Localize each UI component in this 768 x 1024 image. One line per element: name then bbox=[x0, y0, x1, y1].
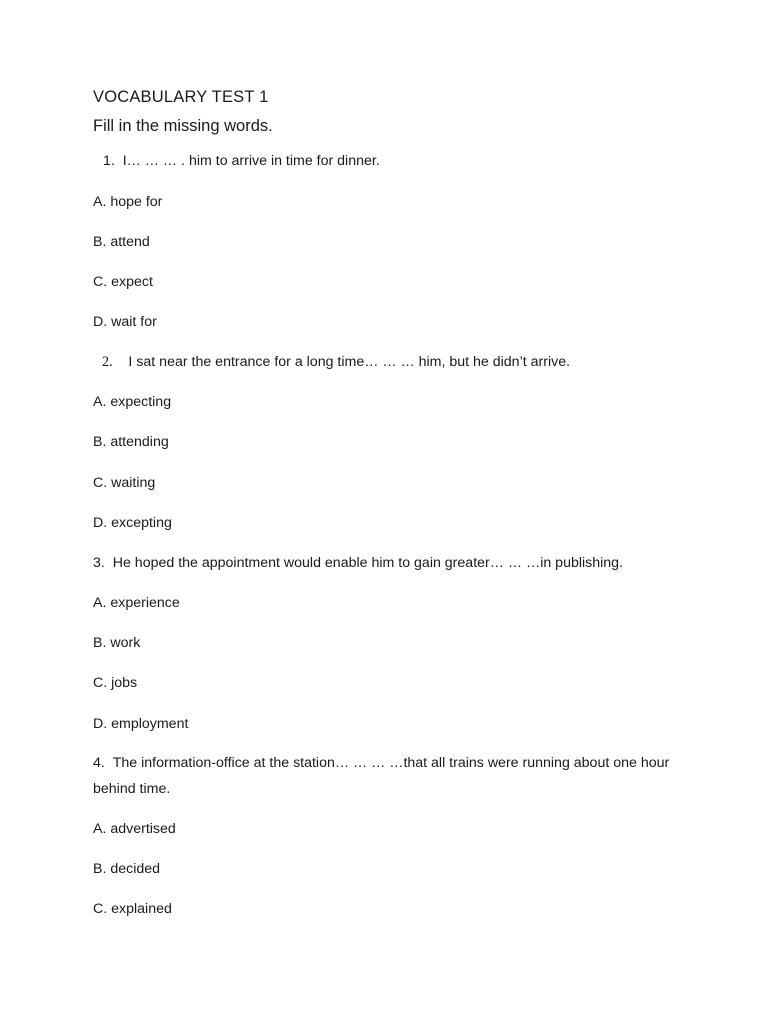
page-title: VOCABULARY TEST 1 bbox=[93, 88, 269, 106]
option-1a: A. hope for bbox=[93, 194, 163, 210]
question-text: I sat near the entrance for a long time… … … him, but he didn’t arrive. bbox=[128, 354, 571, 370]
question-number: 4. bbox=[93, 755, 105, 771]
option-4b: B. decided bbox=[93, 861, 161, 877]
option-2b: B. attending bbox=[93, 434, 169, 450]
option-4c: C. explained bbox=[93, 901, 172, 917]
option-3c: C. jobs bbox=[93, 675, 138, 691]
question-text: I… … … . him to arrive in time for dinner. bbox=[122, 153, 380, 169]
option-1d: D. wait for bbox=[93, 314, 157, 330]
option-3d: D. employment bbox=[93, 716, 189, 732]
option-2c: C. waiting bbox=[93, 475, 156, 491]
option-2d: D. excepting bbox=[93, 515, 172, 531]
question-text: The information-office at the station… … … …that all trains were running about one hour behind time. bbox=[93, 755, 670, 797]
instructions: Fill in the missing words. bbox=[93, 117, 273, 135]
question-number: 3. bbox=[93, 555, 105, 571]
option-3b: B. work bbox=[93, 635, 141, 651]
question-number: 1. bbox=[103, 153, 115, 169]
question-4 bbox=[93, 750, 683, 802]
option-3a: A. experience bbox=[93, 595, 180, 611]
option-2a: A. expecting bbox=[93, 394, 172, 410]
question-1 bbox=[103, 152, 380, 170]
question-2 bbox=[102, 353, 570, 371]
option-1c: C. expect bbox=[93, 274, 153, 290]
question-number: 2. bbox=[102, 354, 113, 370]
question-text: He hoped the appointment would enable him to gain greater… … …in publishing. bbox=[112, 555, 624, 571]
option-1b: B. attend bbox=[93, 234, 150, 250]
option-4a: A. advertised bbox=[93, 821, 176, 837]
question-3 bbox=[93, 554, 623, 572]
